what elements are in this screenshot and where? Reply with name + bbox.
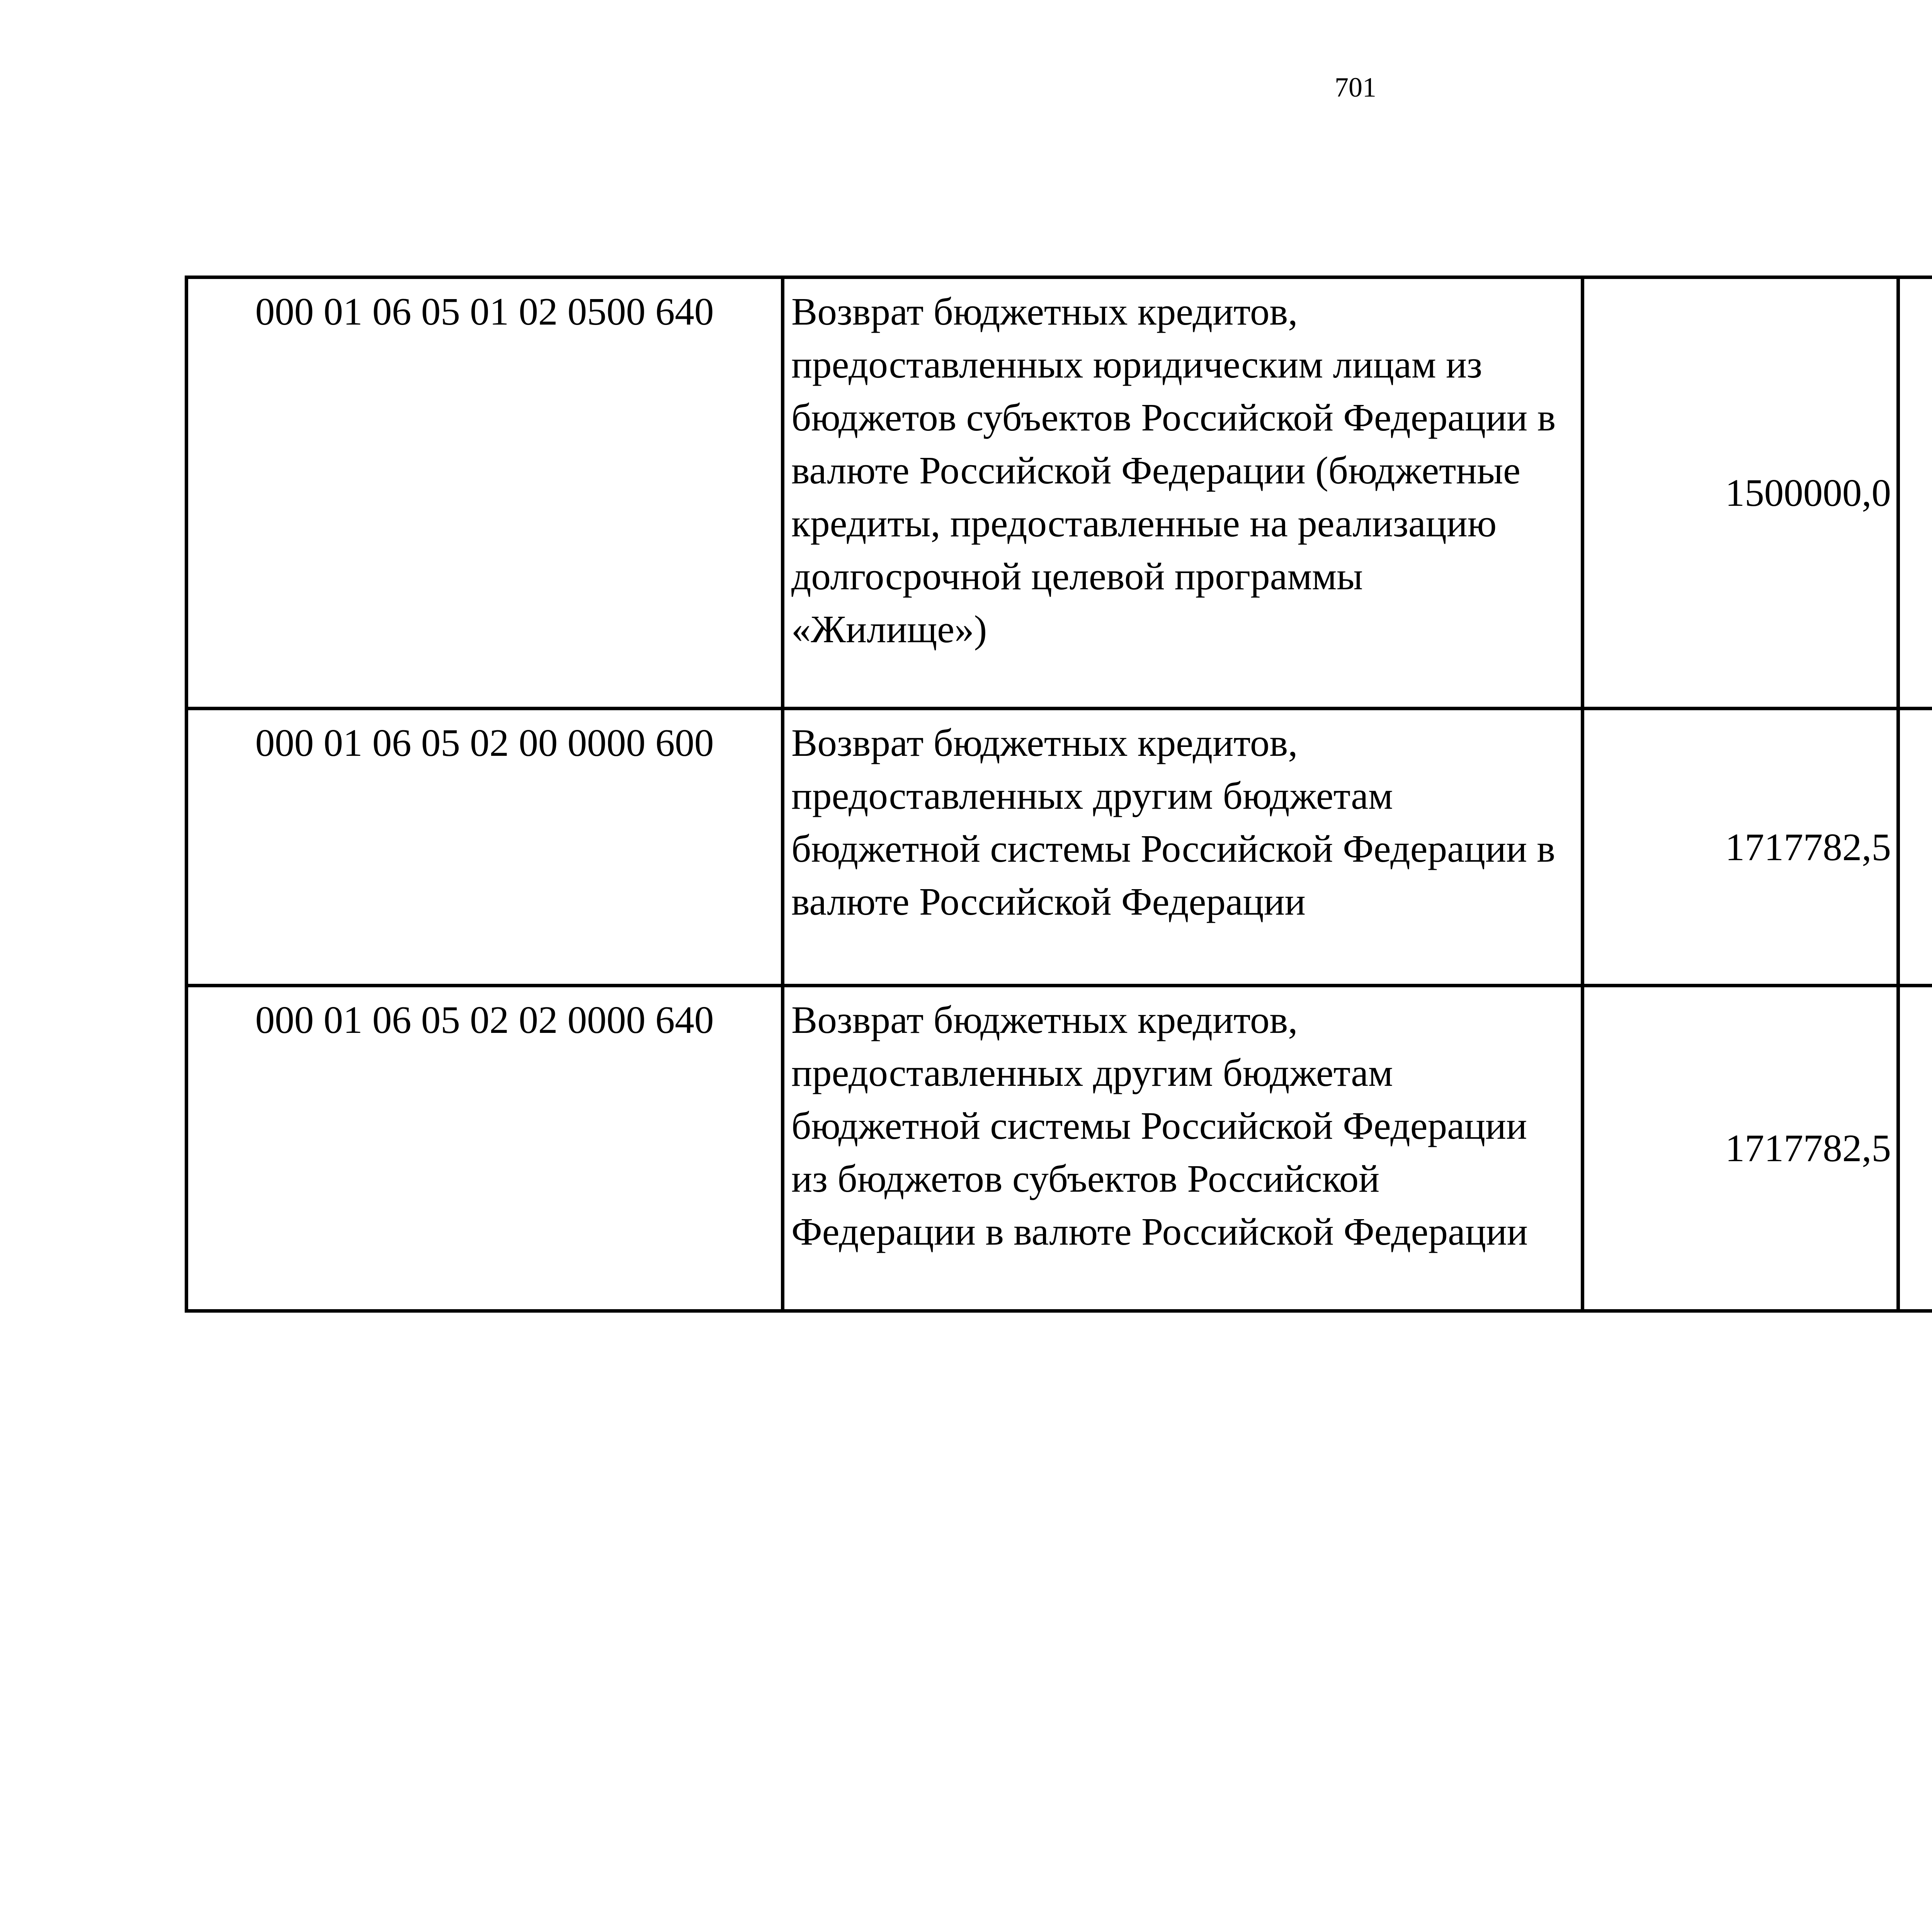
value-cell-1: 1717782,5 — [1583, 986, 1898, 1311]
budget-code-cell: 000 01 06 05 01 02 0500 640 — [187, 277, 783, 709]
budget-code-cell: 000 01 06 05 02 00 0000 600 — [187, 709, 783, 986]
budget-table — [185, 276, 1932, 1313]
description-cell: Возврат бюджетных кредитов, предоставленных юридическим лицам из бюджетов субъектов Российской Федерации в валюте Российской Федерации (бюджетные кредиты, предоставленные на реализацию долгосрочной целевой программы «Жилище») — [783, 277, 1583, 709]
value-cell-2 — [1898, 277, 1932, 709]
description-cell: Возврат бюджетных кредитов, предоставленных другим бюджетам бюджетной системы Российской Федерации из бюджетов субъектов Российской Федерации в валюте Российской Федерации — [783, 986, 1583, 1311]
value-cell-2 — [1898, 986, 1932, 1311]
budget-code-cell: 000 01 06 05 02 02 0000 640 — [187, 986, 783, 1311]
value-cell-2 — [1898, 709, 1932, 986]
table-row — [187, 986, 1932, 1311]
page-number: 701 — [1335, 72, 1376, 103]
description-cell: Возврат бюджетных кредитов, предоставленных другим бюджетам бюджетной системы Российской Федерации в валюте Российской Федерации — [783, 709, 1583, 986]
table-row — [187, 709, 1932, 986]
value-cell-1: 1717782,5 — [1583, 709, 1898, 986]
table-row — [187, 277, 1932, 709]
value-cell-1: 1500000,0 — [1583, 277, 1898, 709]
